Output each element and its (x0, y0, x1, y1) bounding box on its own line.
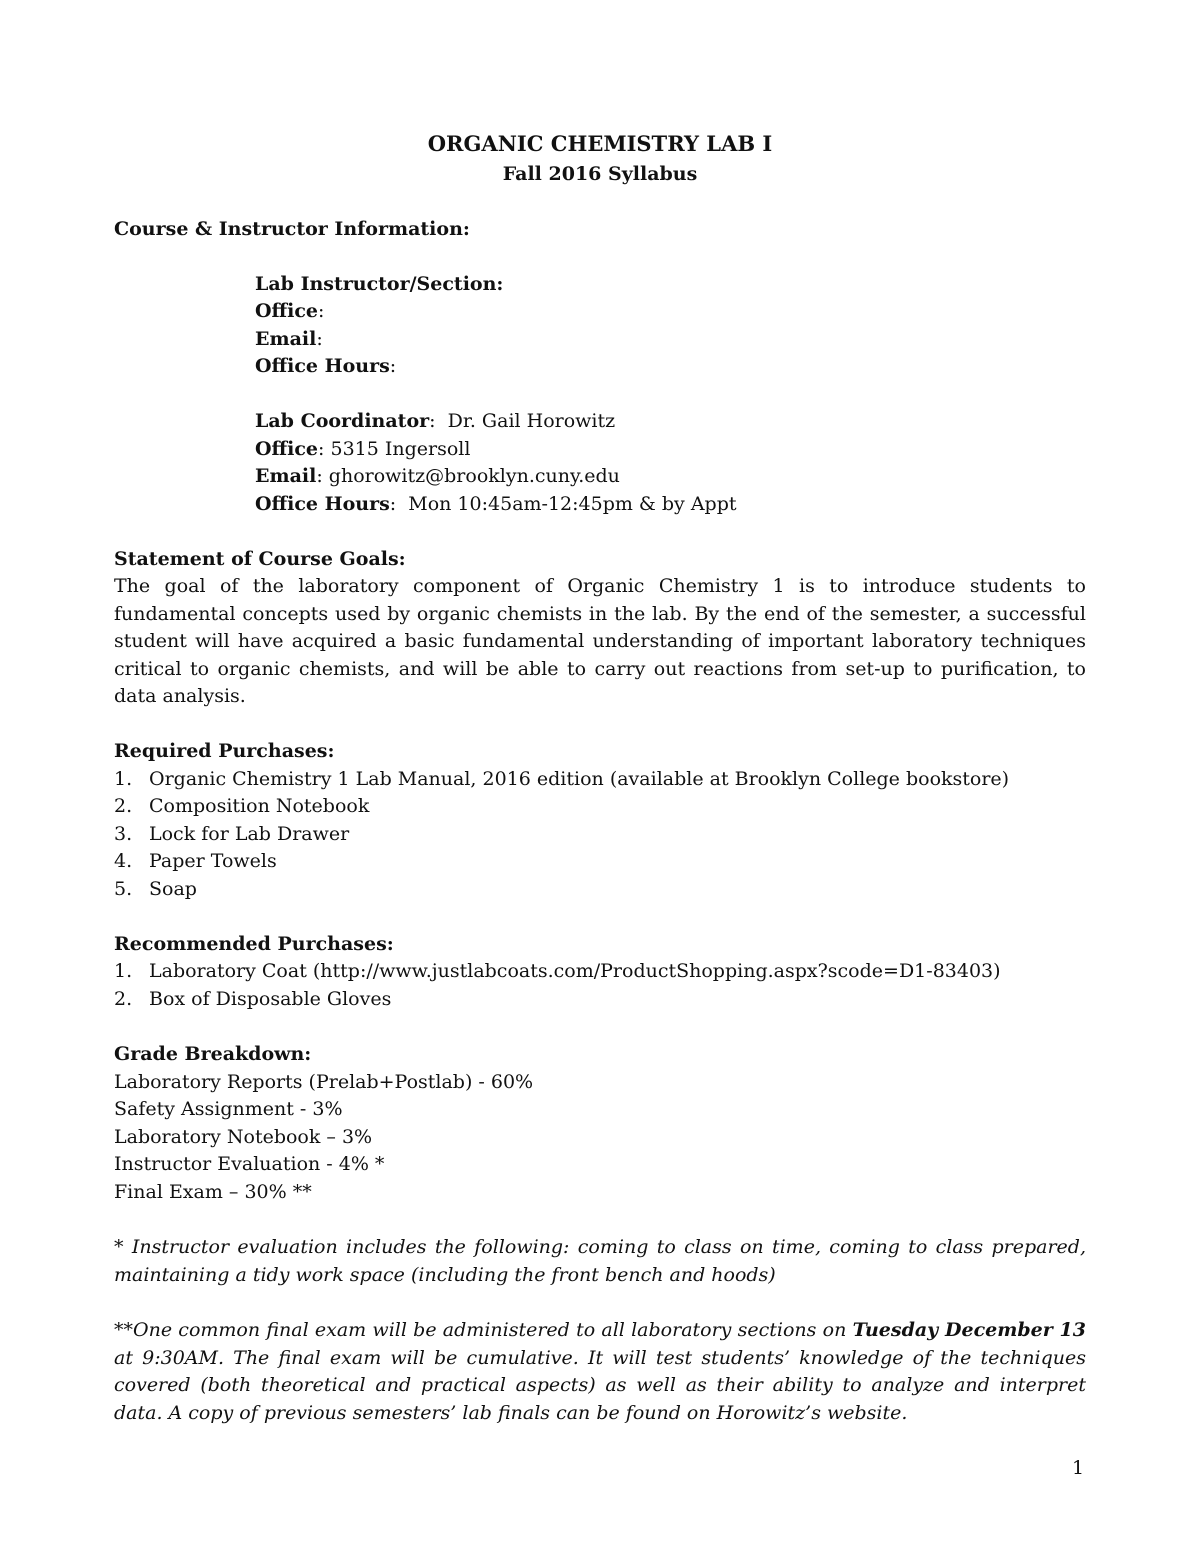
coordinator-hours-label: Office Hours (255, 493, 390, 515)
coordinator-email-label: Email (255, 465, 317, 487)
required-item: Organic Chemistry 1 Lab Manual, 2016 edition (available at Brooklyn College bookstore) (149, 768, 1010, 790)
coordinator-hours: Mon 10:45am-12:45pm & by Appt (408, 493, 737, 515)
required-item: Composition Notebook (149, 795, 370, 817)
required-item: Paper Towels (149, 850, 277, 872)
final-exam-note-details: at 9:30AM. The final exam will be cumulative. It will test students’ knowledge of the techniques covered (both theoretical and practical aspects) as well as their ability to analyze and interpret data. A copy of previous semesters’ lab finals can be found on Horowitz’s website. (114, 1346, 1086, 1424)
instructor-hours-row: Office Hours: (255, 355, 397, 377)
grade-item: Laboratory Notebook – 3% (114, 1126, 373, 1148)
page-subtitle: Fall 2016 Syllabus (502, 163, 698, 185)
instructor-office-row: Office: (255, 300, 325, 322)
coordinator-office: 5315 Ingersoll (330, 438, 471, 460)
list-item: 2. Composition Notebook (114, 795, 370, 817)
coordinator-office-row: Office: 5315 Ingersoll (255, 438, 471, 460)
final-exam-date: Tuesday December 13 (852, 1319, 1086, 1341)
instructor-evaluation-note: * Instructor evaluation includes the following: coming to class on time, coming to class prepared, maintaining a tidy work space (including the front bench and hoods) (114, 1236, 1086, 1286)
coordinator-hours-row: Office Hours: Mon 10:45am-12:45pm & by Appt (255, 493, 737, 515)
instructor-email-row: Email: (255, 328, 323, 350)
course-info-heading: Course & Instructor Information: (114, 218, 470, 240)
list-item: 1. Laboratory Coat (http://www.justlabcoats.com/ProductShopping.aspx?scode=D1-83403) (114, 960, 1001, 982)
coordinator-name: Dr. Gail Horowitz (447, 410, 616, 432)
list-item: 4. Paper Towels (114, 850, 277, 872)
instructor-hours-label: Office Hours (255, 355, 390, 377)
coordinator-label: Lab Coordinator (255, 410, 430, 432)
grades-heading: Grade Breakdown: (114, 1043, 312, 1065)
grade-item: Instructor Evaluation - 4% * (114, 1153, 385, 1175)
final-exam-note (114, 1317, 1086, 1427)
coordinator-email-row: Email: ghorowitz@brooklyn.cuny.edu (255, 465, 620, 487)
grade-item: Safety Assignment - 3% (114, 1098, 343, 1120)
required-item: Lock for Lab Drawer (149, 823, 350, 845)
instructor-email-label: Email (255, 328, 317, 350)
coordinator-office-label: Office (255, 438, 319, 460)
list-item: 1. Organic Chemistry 1 Lab Manual, 2016 edition (available at Brooklyn College bookstore) (114, 768, 1010, 790)
coordinator-email-link[interactable]: ghorowitz@brooklyn.cuny.edu (328, 465, 620, 487)
list-item: 2. Box of Disposable Gloves (114, 988, 392, 1010)
grade-item: Laboratory Reports (Prelab+Postlab) - 60% (114, 1071, 534, 1093)
recommended-item: Laboratory Coat (http://www.justlabcoats.com/ProductShopping.aspx?scode=D1-83403) (149, 960, 1001, 982)
instructor-section-label: Lab Instructor/Section: (255, 273, 504, 295)
instructor-office-label: Office (255, 300, 319, 322)
page-number: 1 (1072, 1457, 1085, 1479)
required-heading: Required Purchases: (114, 740, 335, 762)
list-item: 5. Soap (114, 878, 197, 900)
goals-heading: Statement of Course Goals: (114, 548, 406, 570)
grade-item: Final Exam – 30% ** (114, 1181, 312, 1203)
recommended-heading: Recommended Purchases: (114, 933, 394, 955)
coordinator-row: Lab Coordinator: Dr. Gail Horowitz (255, 410, 616, 432)
page-title: ORGANIC CHEMISTRY LAB I (427, 131, 773, 156)
required-item: Soap (149, 878, 197, 900)
final-exam-note-intro: **One common final exam will be administered to all laboratory sections on (114, 1319, 853, 1341)
goals-paragraph: The goal of the laboratory component of Organic Chemistry 1 is to introduce students to fundamental concepts used by organic chemists in the lab. By the end of the semester, a successful student will have acquired a basic fundamental understanding of important laboratory techniques critical to organic chemists, and will be able to carry out reactions from set-up to purification, to data analysis. (114, 575, 1086, 707)
list-item: 3. Lock for Lab Drawer (114, 823, 350, 845)
recommended-item: Box of Disposable Gloves (149, 988, 392, 1010)
